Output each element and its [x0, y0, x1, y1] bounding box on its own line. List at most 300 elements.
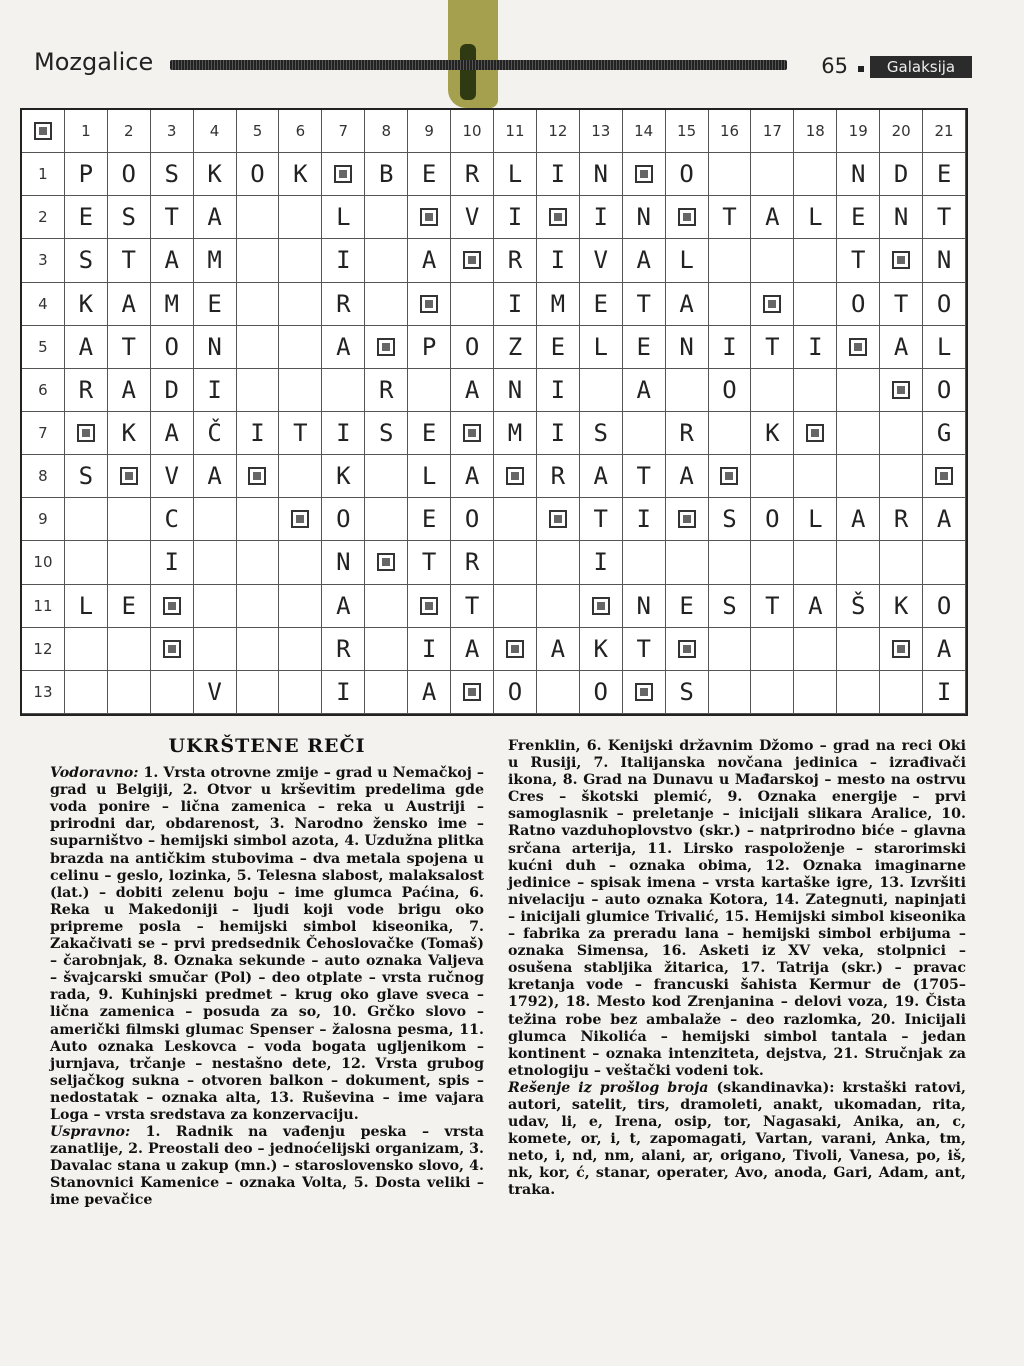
grid-cell[interactable]: [151, 671, 194, 714]
grid-cell[interactable]: N: [666, 326, 709, 369]
grid-cell[interactable]: [279, 455, 322, 498]
grid-cell[interactable]: A: [108, 283, 151, 326]
grid-cell[interactable]: [451, 283, 494, 326]
grid-cell[interactable]: A: [322, 585, 365, 628]
grid-cell[interactable]: R: [322, 283, 365, 326]
grid-cell[interactable]: V: [451, 196, 494, 239]
grid-cell[interactable]: E: [666, 585, 709, 628]
grid-cell[interactable]: A: [580, 455, 623, 498]
grid-cell[interactable]: O: [751, 498, 794, 541]
grid-cell[interactable]: L: [408, 455, 451, 498]
grid-cell[interactable]: E: [580, 283, 623, 326]
grid-cell[interactable]: S: [65, 239, 108, 282]
grid-cell[interactable]: [365, 671, 408, 714]
column-header: 17: [751, 110, 794, 153]
grid-cell[interactable]: [880, 412, 923, 455]
grid-cell[interactable]: O: [666, 153, 709, 196]
black-square: [623, 671, 666, 714]
grid-cell[interactable]: I: [623, 498, 666, 541]
grid-cell[interactable]: N: [494, 369, 537, 412]
grid-cell[interactable]: L: [494, 153, 537, 196]
grid-cell[interactable]: A: [151, 412, 194, 455]
grid-cell[interactable]: T: [580, 498, 623, 541]
grid-cell[interactable]: [237, 239, 280, 282]
solution-kind: (skandinavka):: [716, 1079, 835, 1096]
grid-cell[interactable]: R: [451, 541, 494, 584]
black-square: [580, 585, 623, 628]
grid-cell[interactable]: S: [709, 585, 752, 628]
grid-cell[interactable]: I: [537, 239, 580, 282]
black-square: [408, 585, 451, 628]
grid-cell[interactable]: O: [151, 326, 194, 369]
grid-cell[interactable]: A: [451, 628, 494, 671]
grid-cell[interactable]: A: [923, 498, 966, 541]
grid-cell[interactable]: A: [623, 239, 666, 282]
solution-text: krstaški ratovi, autori, satelit, tirs, dramoleti, anakt, ukomadan, rita, udav, li, e, Irena, osip, tor, Nagasaki, Anika, an, c, komete, or, i, t, zapomagati, Vartan, varani, Anka, tm, neto, i, nd, nm, alani, ar, origano, Tivoli, Vanesa, po, iš, nk, kor, ć, stanar, operater, Avo, anoda, Gari, Adam, ant, traka.: [508, 1079, 966, 1199]
grid-cell[interactable]: O: [322, 498, 365, 541]
grid-cell[interactable]: I: [709, 326, 752, 369]
grid-cell[interactable]: [666, 369, 709, 412]
black-square: [451, 239, 494, 282]
grid-cell[interactable]: V: [580, 239, 623, 282]
grid-cell[interactable]: [623, 412, 666, 455]
grid-cell[interactable]: R: [880, 498, 923, 541]
grid-cell[interactable]: M: [494, 412, 537, 455]
grid-cell[interactable]: [880, 541, 923, 584]
grid-cell[interactable]: [709, 671, 752, 714]
grid-cell[interactable]: D: [151, 369, 194, 412]
grid-cell[interactable]: [279, 196, 322, 239]
column-header: 6: [279, 110, 322, 153]
column-header: 19: [837, 110, 880, 153]
grid-cell[interactable]: [751, 239, 794, 282]
column-header: 11: [494, 110, 537, 153]
page-header: [28, 44, 972, 80]
row-header: 2: [22, 196, 65, 239]
black-square: [108, 455, 151, 498]
column-header: 7: [322, 110, 365, 153]
row-header: 8: [22, 455, 65, 498]
grid-cell[interactable]: M: [537, 283, 580, 326]
grid-cell[interactable]: I: [322, 671, 365, 714]
grid-cell[interactable]: [709, 239, 752, 282]
grid-cell[interactable]: A: [880, 326, 923, 369]
black-square: [880, 369, 923, 412]
grid-cell[interactable]: I: [923, 671, 966, 714]
grid-cell[interactable]: K: [751, 412, 794, 455]
grid-cell[interactable]: M: [194, 239, 237, 282]
grid-cell[interactable]: L: [794, 196, 837, 239]
grid-cell[interactable]: [65, 498, 108, 541]
grid-cell[interactable]: [65, 628, 108, 671]
grid-cell[interactable]: T: [623, 628, 666, 671]
grid-cell[interactable]: I: [494, 283, 537, 326]
grid-cell[interactable]: T: [923, 196, 966, 239]
grid-cell[interactable]: R: [537, 455, 580, 498]
grid-cell[interactable]: [751, 369, 794, 412]
grid-cell[interactable]: [108, 498, 151, 541]
grid-cell[interactable]: [794, 369, 837, 412]
grid-cell[interactable]: O: [923, 369, 966, 412]
page-number: 65: [821, 54, 848, 78]
grid-cell[interactable]: [408, 369, 451, 412]
black-square: [751, 283, 794, 326]
grid-cell[interactable]: A: [194, 196, 237, 239]
grid-cell[interactable]: A: [108, 369, 151, 412]
grid-cell[interactable]: A: [623, 369, 666, 412]
grid-cell[interactable]: Z: [494, 326, 537, 369]
grid-cell[interactable]: E: [65, 196, 108, 239]
row-header: 13: [22, 671, 65, 714]
column-header: 5: [237, 110, 280, 153]
grid-cell[interactable]: T: [880, 283, 923, 326]
grid-cell[interactable]: A: [322, 326, 365, 369]
column-header: 8: [365, 110, 408, 153]
grid-cell[interactable]: E: [108, 585, 151, 628]
grid-cell[interactable]: [751, 671, 794, 714]
grid-cell[interactable]: [794, 283, 837, 326]
grid-cell[interactable]: [365, 498, 408, 541]
grid-cell[interactable]: I: [537, 412, 580, 455]
grid-cell[interactable]: I: [494, 196, 537, 239]
grid-cell[interactable]: [108, 541, 151, 584]
grid-cell[interactable]: L: [666, 239, 709, 282]
grid-cell[interactable]: R: [666, 412, 709, 455]
black-square: [408, 196, 451, 239]
grid-cell[interactable]: [666, 541, 709, 584]
grid-cell[interactable]: Č: [194, 412, 237, 455]
grid-cell[interactable]: P: [408, 326, 451, 369]
grid-cell[interactable]: L: [65, 585, 108, 628]
grid-cell[interactable]: [365, 628, 408, 671]
grid-cell[interactable]: [65, 671, 108, 714]
grid-cell[interactable]: O: [580, 671, 623, 714]
grid-cell[interactable]: R: [365, 369, 408, 412]
grid-cell[interactable]: [837, 412, 880, 455]
grid-cell[interactable]: T: [623, 283, 666, 326]
grid-cell[interactable]: E: [623, 326, 666, 369]
grid-cell[interactable]: B: [365, 153, 408, 196]
grid-cell[interactable]: [65, 541, 108, 584]
row-header: 6: [22, 369, 65, 412]
black-square: [451, 412, 494, 455]
grid-cell[interactable]: [794, 628, 837, 671]
grid-cell[interactable]: C: [151, 498, 194, 541]
grid-cell[interactable]: S: [151, 153, 194, 196]
grid-cell[interactable]: [365, 585, 408, 628]
grid-cell[interactable]: N: [623, 196, 666, 239]
grid-cell[interactable]: [279, 239, 322, 282]
grid-cell[interactable]: I: [322, 412, 365, 455]
grid-cell[interactable]: [580, 369, 623, 412]
grid-cell[interactable]: T: [279, 412, 322, 455]
grid-cell[interactable]: I: [537, 153, 580, 196]
grid-cell[interactable]: S: [709, 498, 752, 541]
grid-cell[interactable]: T: [623, 455, 666, 498]
black-square: [537, 498, 580, 541]
grid-cell[interactable]: P: [65, 153, 108, 196]
grid-cell[interactable]: A: [537, 628, 580, 671]
grid-cell[interactable]: I: [194, 369, 237, 412]
grid-cell[interactable]: I: [151, 541, 194, 584]
grid-cell[interactable]: I: [537, 369, 580, 412]
grid-cell[interactable]: N: [880, 196, 923, 239]
grid-cell[interactable]: A: [194, 455, 237, 498]
grid-cell[interactable]: K: [65, 283, 108, 326]
grid-cell[interactable]: [237, 498, 280, 541]
grid-cell[interactable]: [237, 196, 280, 239]
grid-cell[interactable]: O: [494, 671, 537, 714]
grid-cell[interactable]: R: [451, 153, 494, 196]
grid-cell[interactable]: E: [408, 412, 451, 455]
row-header: 1: [22, 153, 65, 196]
grid-cell[interactable]: [837, 455, 880, 498]
grid-cell[interactable]: E: [537, 326, 580, 369]
grid-cell[interactable]: O: [837, 283, 880, 326]
grid-cell[interactable]: [751, 153, 794, 196]
grid-cell[interactable]: [537, 541, 580, 584]
grid-cell[interactable]: I: [794, 326, 837, 369]
grid-cell[interactable]: R: [65, 369, 108, 412]
magazine-section-title: Mozgalice: [34, 48, 154, 76]
grid-cell[interactable]: K: [580, 628, 623, 671]
grid-cell[interactable]: [237, 541, 280, 584]
grid-cell[interactable]: [751, 541, 794, 584]
grid-cell[interactable]: [194, 498, 237, 541]
solution-label: Rešenje iz prošlog broja: [508, 1079, 709, 1096]
column-header: 16: [709, 110, 752, 153]
grid-cell[interactable]: T: [751, 585, 794, 628]
column-header: 20: [880, 110, 923, 153]
grid-cell[interactable]: I: [237, 412, 280, 455]
column-header: 10: [451, 110, 494, 153]
grid-cell[interactable]: A: [451, 369, 494, 412]
grid-cell[interactable]: [837, 671, 880, 714]
black-square: [451, 671, 494, 714]
grid-cell[interactable]: N: [837, 153, 880, 196]
grid-cell[interactable]: T: [151, 196, 194, 239]
grid-cell[interactable]: [537, 585, 580, 628]
grid-cell[interactable]: A: [408, 671, 451, 714]
grid-cell[interactable]: O: [108, 153, 151, 196]
column-header: 4: [194, 110, 237, 153]
grid-cell[interactable]: K: [194, 153, 237, 196]
grid-cell[interactable]: I: [580, 196, 623, 239]
grid-cell[interactable]: [279, 628, 322, 671]
grid-cell[interactable]: [279, 283, 322, 326]
grid-cell[interactable]: [279, 541, 322, 584]
grid-cell[interactable]: [794, 455, 837, 498]
grid-cell[interactable]: E: [408, 153, 451, 196]
grid-cell[interactable]: T: [108, 326, 151, 369]
grid-cell[interactable]: G: [923, 412, 966, 455]
black-square: [709, 455, 752, 498]
grid-cell[interactable]: [108, 628, 151, 671]
grid-cell[interactable]: N: [194, 326, 237, 369]
grid-cell[interactable]: [709, 628, 752, 671]
grid-cell[interactable]: L: [923, 326, 966, 369]
grid-cell[interactable]: [365, 239, 408, 282]
black-square: [65, 412, 108, 455]
black-square: [365, 541, 408, 584]
grid-cell[interactable]: [537, 671, 580, 714]
black-square: [494, 628, 537, 671]
grid-cell[interactable]: A: [794, 585, 837, 628]
grid-cell[interactable]: I: [322, 239, 365, 282]
grid-cell[interactable]: S: [365, 412, 408, 455]
grid-cell[interactable]: O: [451, 326, 494, 369]
grid-cell[interactable]: [494, 541, 537, 584]
grid-cell[interactable]: E: [194, 283, 237, 326]
grid-cell[interactable]: V: [194, 671, 237, 714]
grid-cell[interactable]: R: [494, 239, 537, 282]
grid-cell[interactable]: [794, 153, 837, 196]
grid-cell[interactable]: [279, 671, 322, 714]
grid-cell[interactable]: D: [880, 153, 923, 196]
grid-cell[interactable]: A: [151, 239, 194, 282]
grid-cell[interactable]: E: [923, 153, 966, 196]
grid-cell[interactable]: L: [580, 326, 623, 369]
grid-cell[interactable]: T: [451, 585, 494, 628]
grid-cell[interactable]: I: [408, 628, 451, 671]
black-square: [237, 455, 280, 498]
grid-cell[interactable]: K: [108, 412, 151, 455]
grid-cell[interactable]: [494, 585, 537, 628]
grid-cell[interactable]: [709, 412, 752, 455]
grid-cell[interactable]: [237, 326, 280, 369]
grid-cell[interactable]: S: [580, 412, 623, 455]
black-square: [279, 498, 322, 541]
grid-cell[interactable]: M: [151, 283, 194, 326]
grid-cell[interactable]: A: [923, 628, 966, 671]
row-header: 12: [22, 628, 65, 671]
black-square: [666, 628, 709, 671]
column-header: 21: [923, 110, 966, 153]
grid-cell[interactable]: S: [108, 196, 151, 239]
across-label: Vodoravno:: [50, 765, 139, 782]
grid-cell[interactable]: I: [580, 541, 623, 584]
grid-cell[interactable]: A: [451, 455, 494, 498]
grid-cell[interactable]: [322, 369, 365, 412]
grid-cell[interactable]: N: [923, 239, 966, 282]
grid-cell[interactable]: K: [279, 153, 322, 196]
grid-cell[interactable]: T: [751, 326, 794, 369]
column-header: 14: [623, 110, 666, 153]
grid-cell[interactable]: [709, 541, 752, 584]
grid-cell[interactable]: A: [65, 326, 108, 369]
grid-cell[interactable]: [751, 628, 794, 671]
black-square: [794, 412, 837, 455]
grid-cell[interactable]: E: [408, 498, 451, 541]
grid-cell[interactable]: [494, 498, 537, 541]
grid-cell[interactable]: [709, 153, 752, 196]
row-header: 11: [22, 585, 65, 628]
crossword-grid: [20, 108, 968, 716]
grid-cell[interactable]: V: [151, 455, 194, 498]
grid-cell[interactable]: [751, 455, 794, 498]
row-header: 3: [22, 239, 65, 282]
grid-cell[interactable]: T: [709, 196, 752, 239]
grid-cell[interactable]: A: [666, 455, 709, 498]
grid-cell[interactable]: [837, 628, 880, 671]
black-square: [923, 455, 966, 498]
grid-cell[interactable]: A: [666, 283, 709, 326]
grid-cell[interactable]: O: [923, 283, 966, 326]
grid-cell[interactable]: T: [408, 541, 451, 584]
grid-cell[interactable]: N: [580, 153, 623, 196]
grid-cell[interactable]: [365, 196, 408, 239]
down-text-left: 1. Radnik na vađenju peska – vrsta zanatlije, 2. Preostali deo – jednoćelijski organizam, 3. Davalac stana u zakup (mn.) – staroslovensko slovo, 4. Stanovnici Kamenice – oznaka Volta, 5. Dosta veliki – ime pevačice: [50, 1124, 484, 1209]
grid-cell[interactable]: [880, 455, 923, 498]
black-square: [666, 196, 709, 239]
grid-cell[interactable]: [237, 283, 280, 326]
column-header: 2: [108, 110, 151, 153]
grid-cell[interactable]: [837, 541, 880, 584]
grid-cell[interactable]: [279, 585, 322, 628]
grid-cell[interactable]: O: [237, 153, 280, 196]
grid-cell[interactable]: S: [65, 455, 108, 498]
grid-cell[interactable]: T: [108, 239, 151, 282]
grid-cell[interactable]: [709, 283, 752, 326]
down-label: Uspravno:: [50, 1124, 131, 1141]
grid-cell[interactable]: Š: [837, 585, 880, 628]
grid-cell[interactable]: [794, 671, 837, 714]
grid-cell[interactable]: L: [794, 498, 837, 541]
grid-cell[interactable]: R: [322, 628, 365, 671]
grid-cell[interactable]: [837, 369, 880, 412]
grid-cell[interactable]: [194, 628, 237, 671]
grid-cell[interactable]: O: [451, 498, 494, 541]
grid-cell[interactable]: E: [837, 196, 880, 239]
black-square: [880, 239, 923, 282]
grid-cell[interactable]: [237, 628, 280, 671]
grid-cell[interactable]: [279, 326, 322, 369]
grid-cell[interactable]: [794, 541, 837, 584]
grid-cell[interactable]: [365, 455, 408, 498]
grid-cell[interactable]: [365, 283, 408, 326]
grid-cell[interactable]: [880, 671, 923, 714]
grid-cell[interactable]: O: [923, 585, 966, 628]
grid-cell[interactable]: K: [322, 455, 365, 498]
grid-cell[interactable]: N: [623, 585, 666, 628]
column-header: 13: [580, 110, 623, 153]
grid-cell[interactable]: N: [322, 541, 365, 584]
black-square: [494, 455, 537, 498]
grid-cell[interactable]: L: [322, 196, 365, 239]
grid-cell[interactable]: [194, 541, 237, 584]
grid-cell[interactable]: [108, 671, 151, 714]
grid-cell[interactable]: [794, 239, 837, 282]
row-header: 7: [22, 412, 65, 455]
grid-cell[interactable]: S: [666, 671, 709, 714]
grid-cell[interactable]: [237, 369, 280, 412]
grid-cell[interactable]: A: [751, 196, 794, 239]
grid-cell[interactable]: [923, 541, 966, 584]
grid-cell[interactable]: K: [880, 585, 923, 628]
grid-cell[interactable]: T: [837, 239, 880, 282]
grid-cell[interactable]: [623, 541, 666, 584]
black-square: [322, 153, 365, 196]
clues-left-column: [50, 735, 484, 1210]
grid-cell[interactable]: [237, 671, 280, 714]
column-header: 12: [537, 110, 580, 153]
grid-cell[interactable]: [194, 585, 237, 628]
grid-cell[interactable]: [237, 585, 280, 628]
grid-cell[interactable]: [279, 369, 322, 412]
grid-cell[interactable]: A: [837, 498, 880, 541]
grid-cell[interactable]: A: [408, 239, 451, 282]
grid-cell[interactable]: O: [709, 369, 752, 412]
